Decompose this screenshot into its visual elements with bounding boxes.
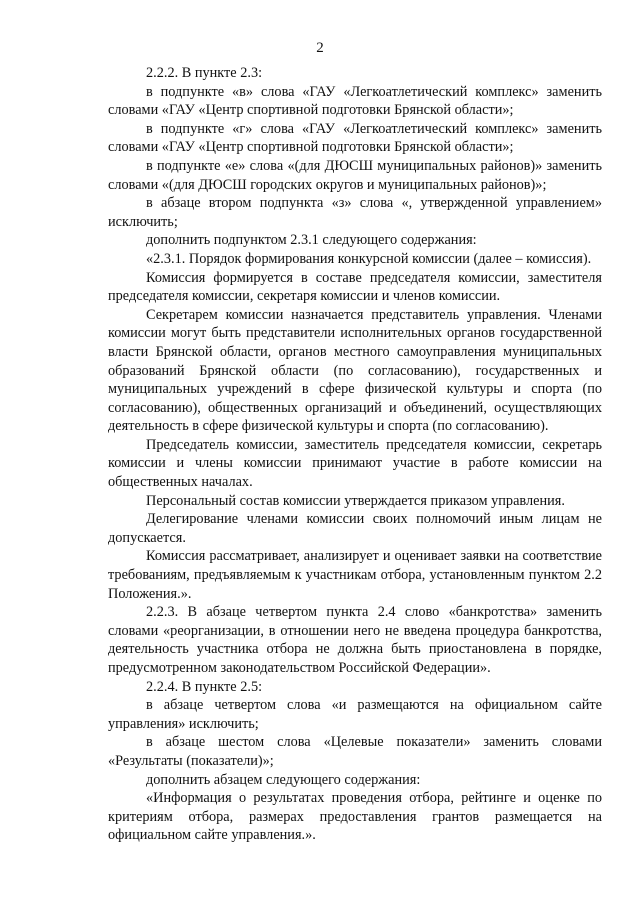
paragraph: дополнить подпунктом 2.3.1 следующего содержания:: [146, 232, 477, 249]
document-body: [108, 64, 602, 845]
paragraph: в подпункте «в» слова «ГАУ «Легкоатлетический комплекс» заменить словами «ГАУ «Центр спортивной подготовки Брянской области»;: [108, 83, 602, 119]
paragraph: в абзаце четвертом слова «и размещаются на официальном сайте управления» исключить;: [108, 697, 602, 732]
paragraph: «2.3.1. Порядок формирования конкурсной комиссии (далее – комиссия).: [146, 250, 592, 267]
paragraph: Персональный состав комиссии утверждается приказом управления.: [146, 492, 565, 509]
page-number: 2: [316, 40, 324, 56]
paragraph: 2.2.4. В пункте 2.5:: [146, 678, 263, 695]
paragraph: в абзаце шестом слова «Целевые показатели» заменить словами «Результаты (показатели)»;: [108, 734, 602, 769]
paragraph: в абзаце втором подпункта «з» слова «, утвержденной управлением» исключить;: [108, 195, 602, 230]
paragraph: Секретарем комиссии назначается представитель управления. Членами комиссии могут быть представители исполнительных органов государственной власти Брянской области, органов местного самоуправления муниципальных образований Брянской области (по согласованию), государственных и муниципальных учреждений в сфере физической культуры и спорта (по согласованию), общественных организаций и объединений, осуществляющих деятельность в сфере физической культуры и спорта (по согласованию).: [108, 306, 602, 435]
paragraph: «Информация о результатах проведения отбора, рейтинге и оценке по критериям отбора, размерах предоставления грантов размещается на официальном сайте управления.».: [108, 790, 602, 844]
paragraph: 2.2.3. В абзаце четвертом пункта 2.4 слово «банкротства» заменить словами «реорганизации, в отношении него не введена процедура банкротства, деятельность участника отбора не должна быть приостановлена в порядке, предусмотренном законодательством Российской Федерации».: [108, 604, 602, 676]
paragraph: Комиссия рассматривает, анализирует и оценивает заявки на соответствие требованиям, предъявляемым к участникам отбора, установленным пунктом 2.2 Положения.».: [108, 548, 602, 602]
paragraph: Председатель комиссии, заместитель председателя комиссии, секретарь комиссии и члены комиссии принимают участие в работе комиссии на общественных началах.: [108, 436, 602, 491]
paragraph: в подпункте «г» слова «ГАУ «Легкоатлетический комплекс» заменить словами «ГАУ «Центр спортивной подготовки Брянской области»;: [108, 120, 602, 156]
paragraph: дополнить абзацем следующего содержания:: [146, 771, 421, 788]
paragraph: Делегирование членами комиссии своих полномочий иным лицам не допускается.: [108, 511, 602, 546]
paragraph: в подпункте «е» слова «(для ДЮСШ муниципальных районов)» заменить словами «(для ДЮСШ городских округов и муниципальных районов)»;: [108, 157, 602, 193]
paragraph: 2.2.2. В пункте 2.3:: [146, 65, 263, 81]
paragraph: Комиссия формируется в составе председателя комиссии, заместителя председателя комиссии, секретаря комиссии и членов комиссии.: [108, 269, 602, 305]
